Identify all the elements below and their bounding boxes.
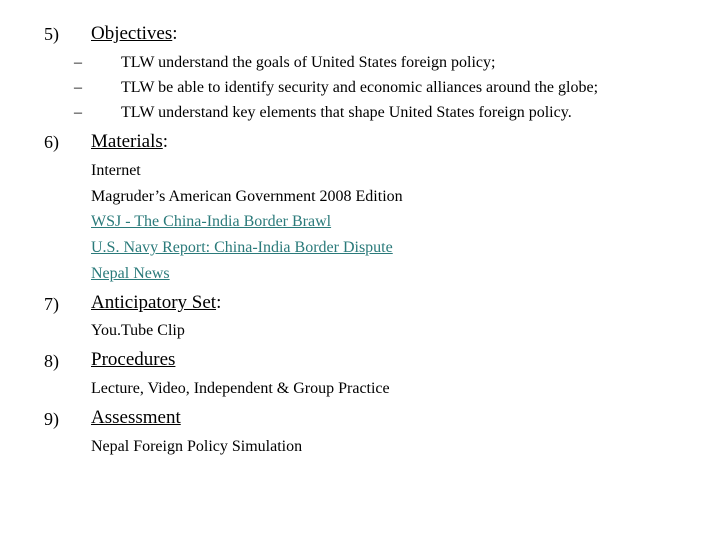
material-item-textbook: Magruder’s American Government 2008 Edition xyxy=(91,188,403,205)
section-title-objectives: Objectives xyxy=(91,23,173,44)
material-link-navy-report[interactable] xyxy=(91,239,393,257)
objective-item-goals: TLW understand the goals of United States foreign policy; xyxy=(121,54,496,71)
objective-item-alliances: TLW be able to identify security and economic alliances around the globe; xyxy=(121,79,599,96)
dash-bullet-marker: – xyxy=(74,79,82,96)
section-number-materials: 6) xyxy=(44,132,59,152)
objective-item-key-elements: TLW understand key elements that shape United States foreign policy. xyxy=(121,104,572,121)
material-link-nepal-news[interactable] xyxy=(91,265,170,283)
section-heading-objectives xyxy=(91,23,178,45)
section-heading-assessment xyxy=(91,407,181,429)
section-title-assessment: Assessment xyxy=(91,407,181,428)
section-heading-materials xyxy=(91,131,168,153)
section-number-objectives: 5) xyxy=(44,24,59,44)
anticipatory-item-clip: You.Tube Clip xyxy=(91,322,185,339)
heading-suffix: : xyxy=(172,23,178,44)
section-title-procedures: Procedures xyxy=(91,349,176,370)
assessment-item: Nepal Foreign Policy Simulation xyxy=(91,438,303,455)
section-heading-procedures xyxy=(91,349,175,371)
dash-bullet-marker: – xyxy=(74,54,82,71)
heading-suffix: : xyxy=(162,131,169,152)
nepal-news-link[interactable]: Nepal News xyxy=(91,265,170,282)
section-number-assessment: 9) xyxy=(44,409,59,429)
material-item-internet: Internet xyxy=(91,162,141,179)
navy-report-link[interactable]: U.S. Navy Report: China-India Border Dispute xyxy=(91,239,393,256)
section-number-procedures: 8) xyxy=(44,351,59,371)
wsj-link[interactable]: WSJ - The China-India Border Brawl xyxy=(91,213,332,230)
section-title-materials: Materials xyxy=(91,131,163,152)
material-link-wsj[interactable] xyxy=(91,213,331,231)
dash-bullet-marker: – xyxy=(74,104,82,121)
section-title-anticipatory-set: Anticipatory Set xyxy=(91,292,217,313)
section-number-anticipatory-set: 7) xyxy=(44,294,59,314)
procedures-item: Lecture, Video, Independent & Group Practice xyxy=(91,380,390,397)
heading-suffix: : xyxy=(216,292,222,313)
section-heading-anticipatory-set xyxy=(91,292,221,314)
